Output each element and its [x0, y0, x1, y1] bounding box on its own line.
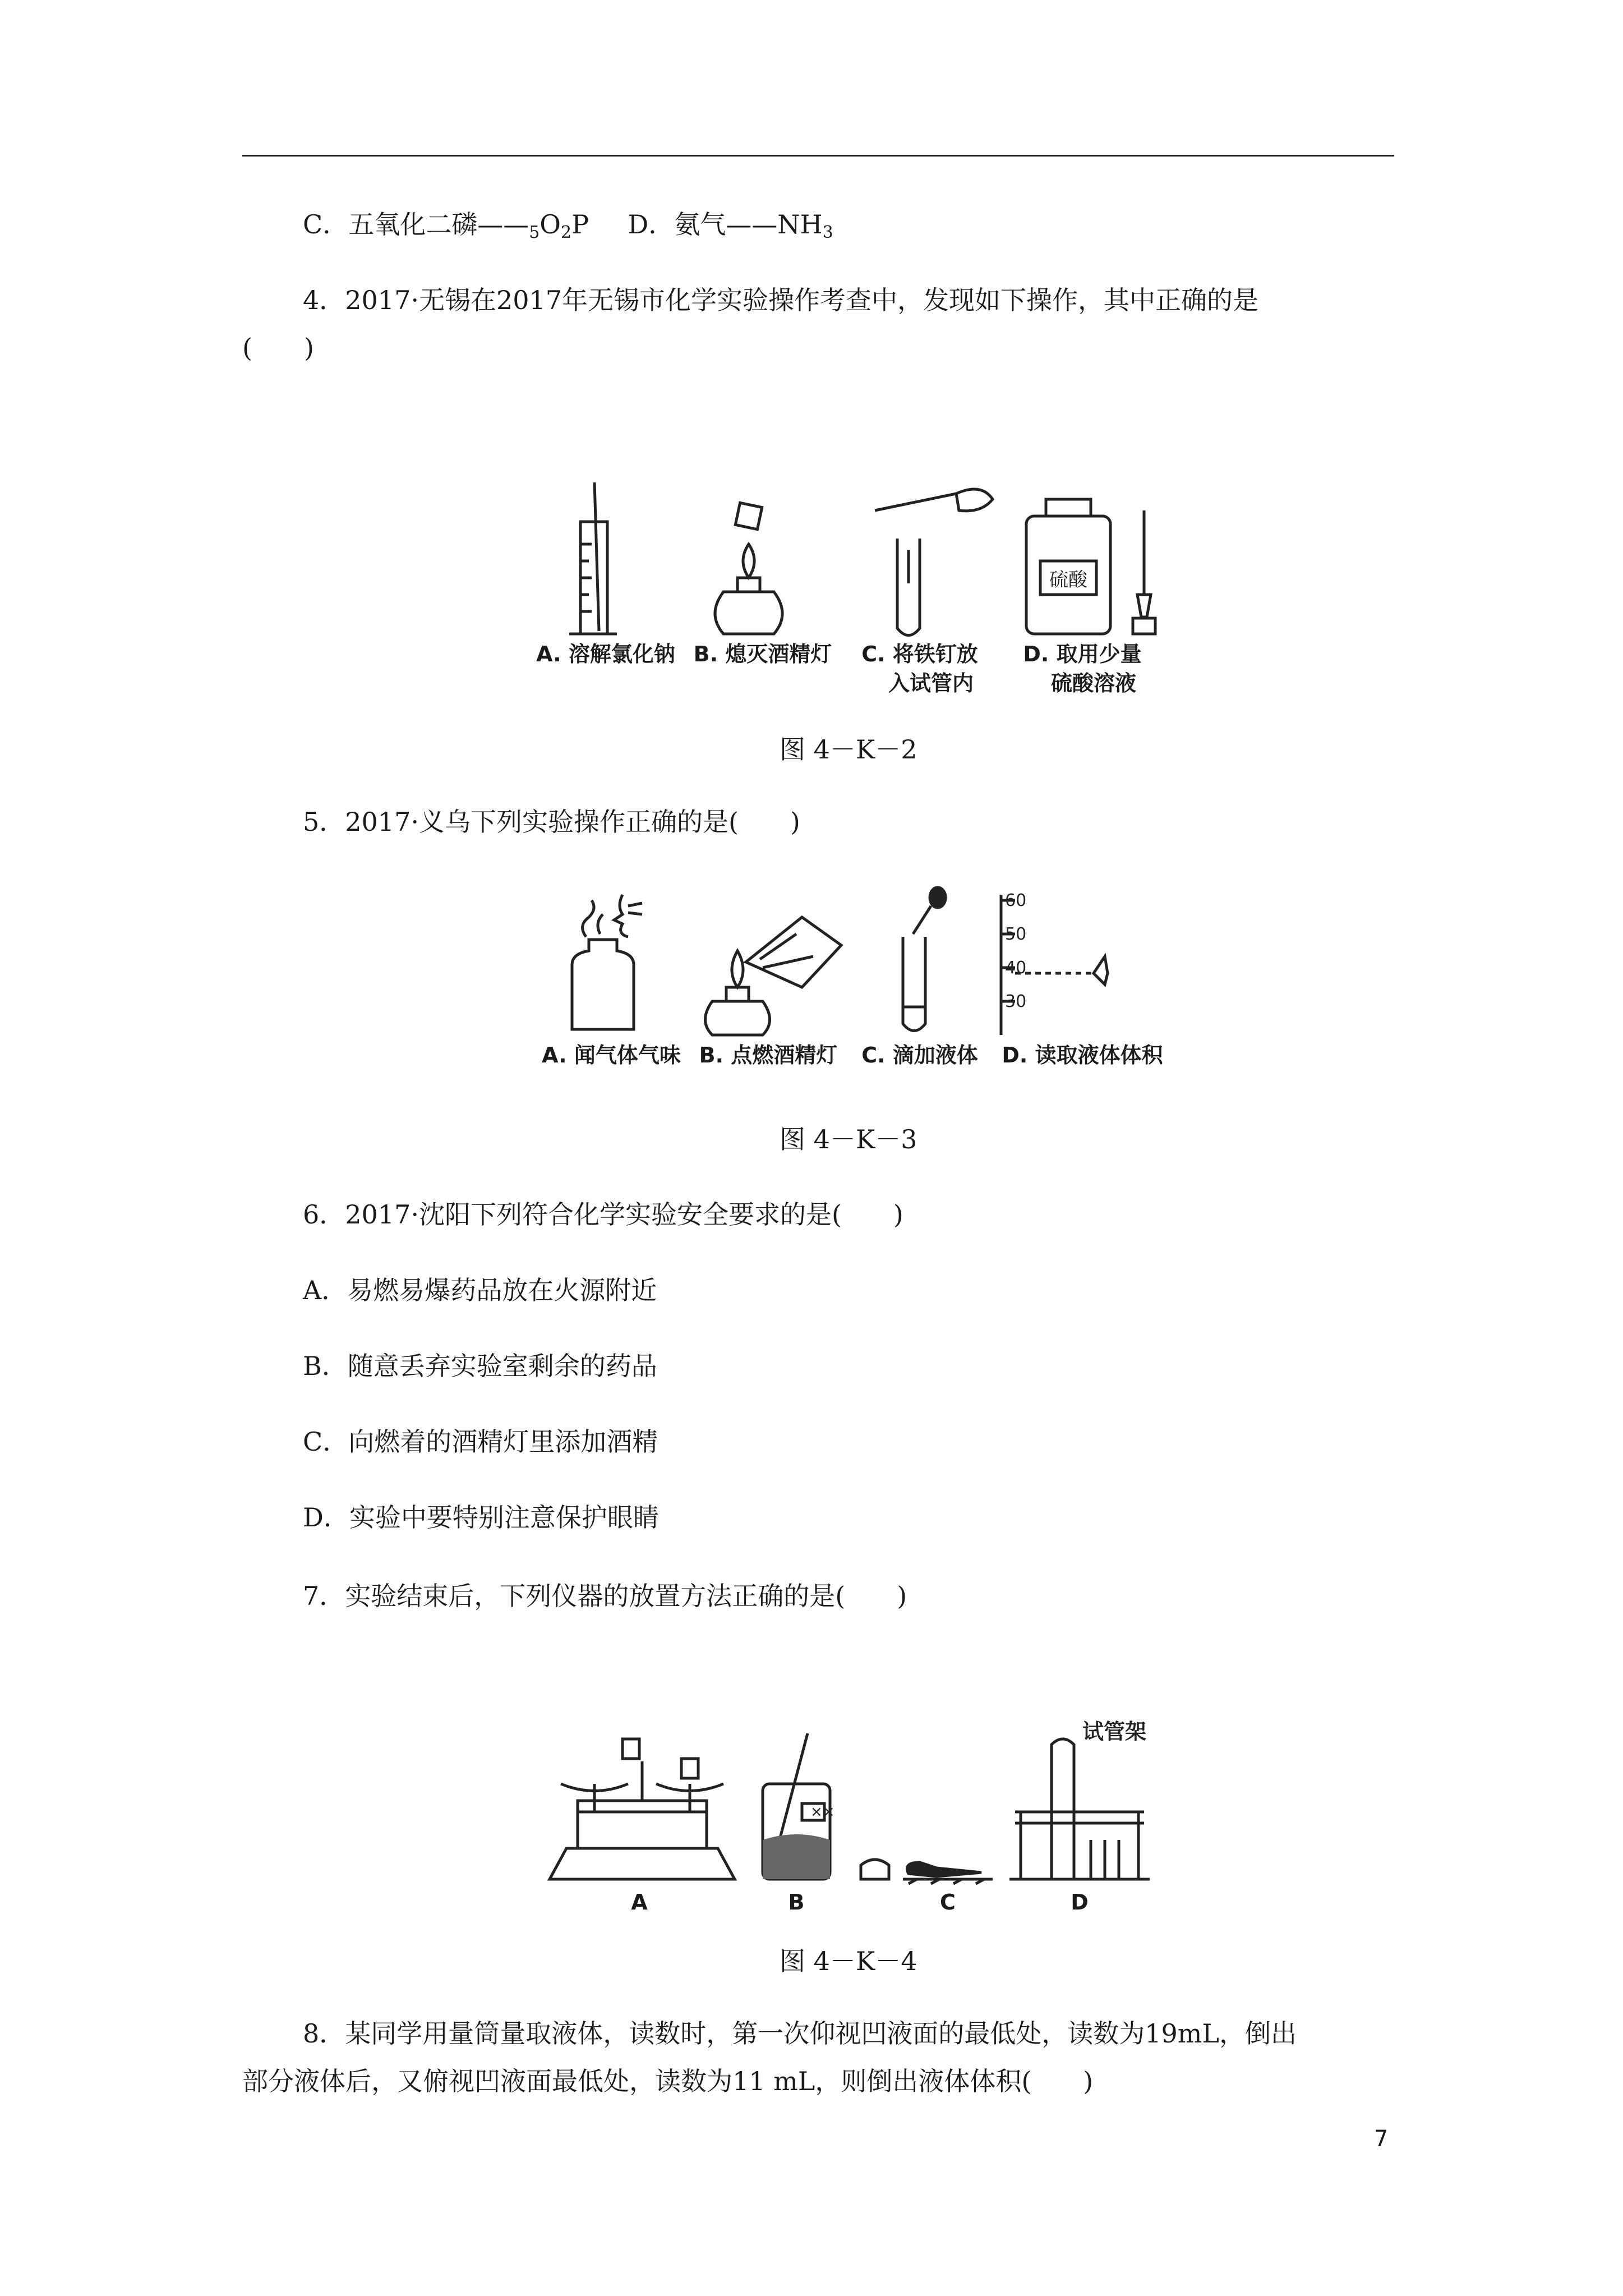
face-icon: [614, 895, 628, 937]
balance-icon: [550, 1848, 735, 1879]
q3-option-c-mid: O: [540, 209, 561, 240]
alcohol-lamp-icon: [706, 1001, 770, 1035]
q3-option-d: D．氨气——NH: [628, 209, 823, 240]
q3-option-c: C．五氧化二磷——: [303, 209, 529, 240]
lamp-cap-icon: [735, 503, 762, 529]
q6-text: 6．2017·沈阳下列符合化学实验安全要求的是( ): [303, 1199, 903, 1230]
q8-line-2: 部分液体后，又俯视凹液面最低处，读数为11 mL，则倒出液体体积( ): [242, 2066, 1094, 2096]
q3-option-c-end: P: [571, 209, 589, 240]
q3-option-c-sub2: 2: [561, 223, 572, 242]
scale-50: 50: [1005, 924, 1027, 944]
fig4-label-b: B: [788, 1890, 805, 1915]
fig3-label-b: B. 点燃酒精灯: [699, 1043, 838, 1068]
fig2-label-a: A. 溶解氯化钠: [536, 642, 675, 666]
fig2-label-c1: C. 将铁钉放: [861, 642, 978, 666]
fig3-label-a: A. 闻气体气味: [542, 1043, 681, 1068]
fig3-label-d: D. 读取液体体积: [1002, 1043, 1163, 1068]
fig4-label-d: D: [1071, 1890, 1089, 1915]
bottle-label: 硫酸: [1049, 569, 1087, 591]
q3-option-d-sub: 3: [822, 223, 833, 242]
figure-4-k-4-drawing: [544, 1719, 1161, 1885]
q4-text: 4．2017·无锡在2017年无锡市化学实验操作考查中，发现如下操作，其中正确的是: [303, 285, 1259, 315]
dropper-icon: [907, 1862, 982, 1876]
figure-4-k-2-drawing: [538, 471, 1166, 639]
gas-bottle-icon: [572, 940, 634, 1029]
scale-40: 40: [1005, 958, 1027, 978]
fig2-caption: 图 4－K－2: [780, 734, 917, 765]
scale-60: 60: [1005, 891, 1027, 910]
alcohol-lamp-icon: [715, 592, 782, 634]
weight-icon: [681, 1759, 698, 1778]
fig2-label-b: B. 熄灭酒精灯: [693, 642, 832, 666]
test-tube-icon: [903, 937, 925, 1031]
fig4-label-a: A: [631, 1890, 648, 1915]
fig3-caption: 图 4－K－3: [780, 1124, 917, 1154]
figure-4-k-3-drawing: [538, 889, 1166, 1041]
q5-text: 5．2017·义乌下列实验操作正确的是( ): [303, 807, 800, 837]
fig4-caption: 图 4－K－4: [780, 1946, 917, 1976]
q6-option-d: D．实验中要特别注意保护眼睛: [303, 1502, 659, 1533]
q7-text: 7．实验结束后，下列仪器的放置方法正确的是( ): [303, 1581, 907, 1611]
glass-rod-icon: [780, 1733, 808, 1840]
q6-option-a: A．易燃易爆药品放在火源附近: [303, 1275, 657, 1305]
tweezers-icon: [875, 494, 956, 510]
page-number: 7: [1374, 2126, 1389, 2152]
q6-option-b: B．随意丢弃实验室剩余的药品: [303, 1351, 657, 1381]
q3-options-line: [303, 208, 833, 250]
svg-text:××: ××: [810, 1803, 835, 1820]
header-rule: [242, 155, 1394, 157]
rack-label: 试管架: [1082, 1719, 1147, 1744]
fig2-label-c2: 入试管内: [888, 671, 974, 696]
figure-4-k-2: [538, 471, 1166, 696]
tilted-lamp-icon: [746, 917, 841, 987]
q4-paren: ( ): [242, 333, 314, 363]
test-tube-icon: [1052, 1739, 1074, 1879]
fig2-label-d2: 硫酸溶液: [1050, 671, 1136, 696]
dropper-icon: [913, 906, 931, 934]
figure-4-k-4: [544, 1719, 1161, 1930]
hand-icon: [956, 489, 993, 511]
bottle-cap-icon: [861, 1860, 889, 1879]
fig2-label-d1: D. 取用少量: [1023, 642, 1142, 666]
scale-30: 30: [1005, 992, 1027, 1011]
eye-icon: [1094, 956, 1108, 984]
glass-rod-icon: [594, 482, 599, 631]
q8-line-1: 8．某同学用量筒量取液体，读数时，第一次仰视凹液面的最低处，读数为19mL，倒出: [303, 2018, 1297, 2049]
q6-option-c: C．向燃着的酒精灯里添加酒精: [303, 1427, 658, 1457]
figure-4-k-3: [538, 889, 1166, 1080]
fig4-label-c: C: [940, 1890, 956, 1915]
q3-option-c-sub: 5: [529, 223, 540, 242]
fig3-label-c: C. 滴加液体: [861, 1043, 978, 1068]
